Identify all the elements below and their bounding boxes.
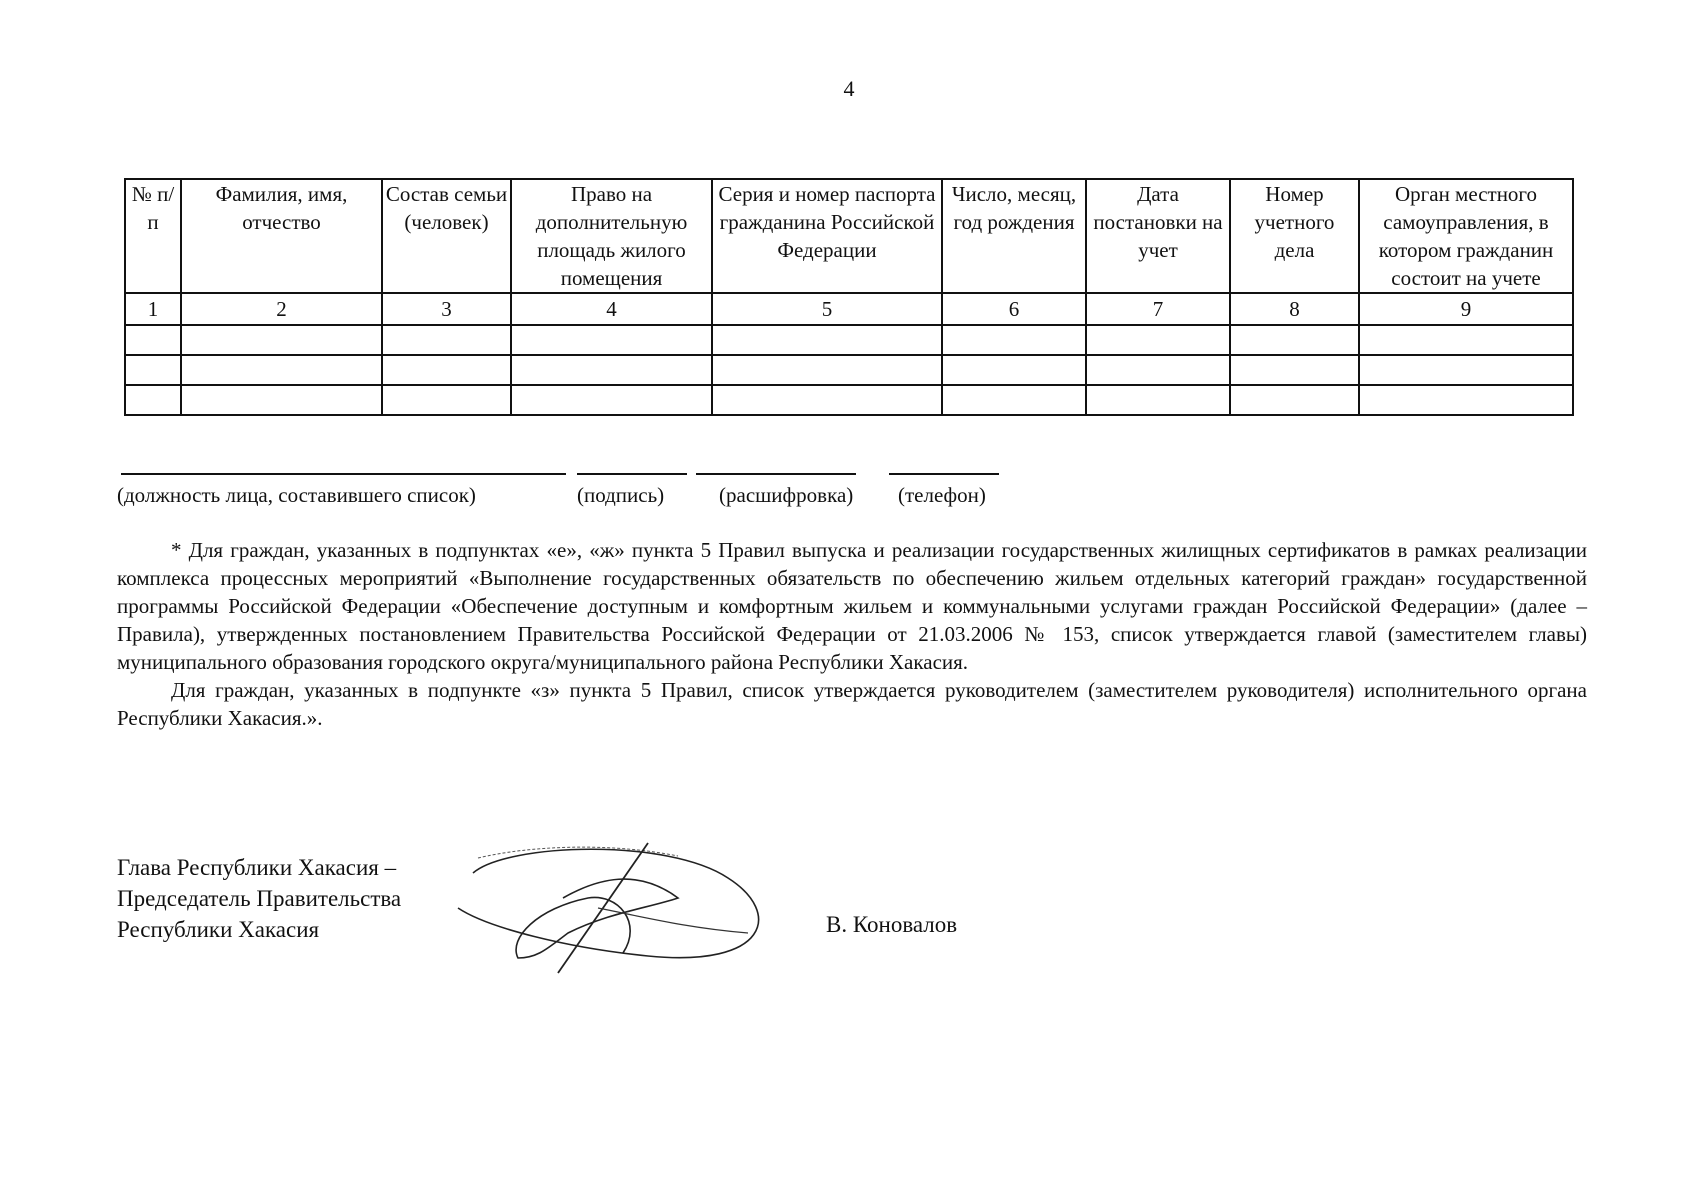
empty-cell [382, 355, 511, 385]
header-cell-family-size: Состав семьи (человек) [382, 179, 511, 293]
empty-cell [181, 385, 382, 415]
empty-cell [712, 355, 942, 385]
empty-cell [181, 355, 382, 385]
header-cell-local-authority: Орган местного самоуправления, в котором гражданин состоит на учете [1359, 179, 1573, 293]
signature-fields [117, 473, 1017, 533]
empty-cell [942, 355, 1086, 385]
empty-cell [1086, 325, 1230, 355]
signatory-title-line: Глава Республики Хакасия – [117, 855, 397, 880]
header-cell-birth-date: Число, месяц, год рождения [942, 179, 1086, 293]
position-line [121, 473, 566, 475]
empty-cell [1359, 385, 1573, 415]
table-row [125, 355, 1573, 385]
column-number: 8 [1230, 293, 1359, 325]
empty-cell [712, 385, 942, 415]
table-row [125, 385, 1573, 415]
empty-cell [1230, 355, 1359, 385]
signatory-title-line: Республики Хакасия [117, 917, 320, 942]
empty-cell [712, 325, 942, 355]
header-cell-full-name: Фамилия, имя, отчество [181, 179, 382, 293]
empty-cell [942, 325, 1086, 355]
empty-cell [1086, 355, 1230, 385]
signature-caption: (подпись) [577, 483, 665, 507]
footnote [117, 536, 1587, 732]
signatory-title [117, 852, 401, 945]
citizens-list-table [124, 178, 1574, 416]
empty-cell [1359, 325, 1573, 355]
header-cell-extra-area-right: Право на дополнительную площадь жилого помещения [511, 179, 712, 293]
empty-cell [511, 385, 712, 415]
column-number: 1 [125, 293, 181, 325]
column-number-row [125, 293, 1573, 325]
empty-cell [125, 385, 181, 415]
column-number: 3 [382, 293, 511, 325]
empty-cell [511, 355, 712, 385]
header-cell-passport: Серия и номер паспорта гражданина Российской Федерации [712, 179, 942, 293]
empty-cell [1230, 385, 1359, 415]
empty-cell [181, 325, 382, 355]
empty-cell [511, 325, 712, 355]
empty-cell [382, 325, 511, 355]
empty-cell [382, 385, 511, 415]
empty-cell [125, 325, 181, 355]
empty-cell [1086, 385, 1230, 415]
page-number: 4 [843, 76, 855, 101]
decoding-caption: (расшифровка) [719, 483, 854, 507]
empty-cell [1230, 325, 1359, 355]
header-cell-number: № п/п [125, 179, 181, 293]
empty-cell [942, 385, 1086, 415]
signature-line [577, 473, 687, 475]
handwritten-signature [448, 838, 798, 978]
phone-caption: (телефон) [898, 483, 986, 507]
header-cell-registration-date: Дата постановки на учет [1086, 179, 1230, 293]
table-header-row [125, 179, 1573, 293]
empty-cell [125, 355, 181, 385]
column-number: 9 [1359, 293, 1573, 325]
column-number: 4 [511, 293, 712, 325]
footnote-paragraph: * Для граждан, указанных в подпунктах «е», «ж» пункта 5 Правил выпуска и реализации государственных жилищных сертификатов в рамках реализации комплекса процессных мероприятий «Выполнение государственных обязательств по обеспечению жильем отдельных категорий граждан» государственной программы Российской Федерации «Обеспечение доступным и комфортным жильем и коммунальными услугами граждан Российской Федерации» (далее – Правила), утвержденных постановлением Правительства Российской Федерации от 21.03.2006 № 153, список утверждается главой (заместителем главы) муниципального образования городского округа/муниципального района Республики Хакасия. [117, 538, 1587, 674]
footnote-paragraph: Для граждан, указанных в подпункте «з» пункта 5 Правил, список утверждается руководителем (заместителем руководителя) исполнительного органа Республики Хакасия.». [117, 678, 1587, 730]
header-cell-case-number: Номер учетного дела [1230, 179, 1359, 293]
position-caption: (должность лица, составившего список) [117, 483, 476, 507]
signatory-name: В. Коновалов [826, 912, 958, 937]
decoding-line [696, 473, 856, 475]
table-row [125, 325, 1573, 355]
empty-cell [1359, 355, 1573, 385]
column-number: 5 [712, 293, 942, 325]
signatory-title-line: Председатель Правительства [117, 886, 402, 911]
column-number: 2 [181, 293, 382, 325]
column-number: 6 [942, 293, 1086, 325]
column-number: 7 [1086, 293, 1230, 325]
phone-line [889, 473, 999, 475]
